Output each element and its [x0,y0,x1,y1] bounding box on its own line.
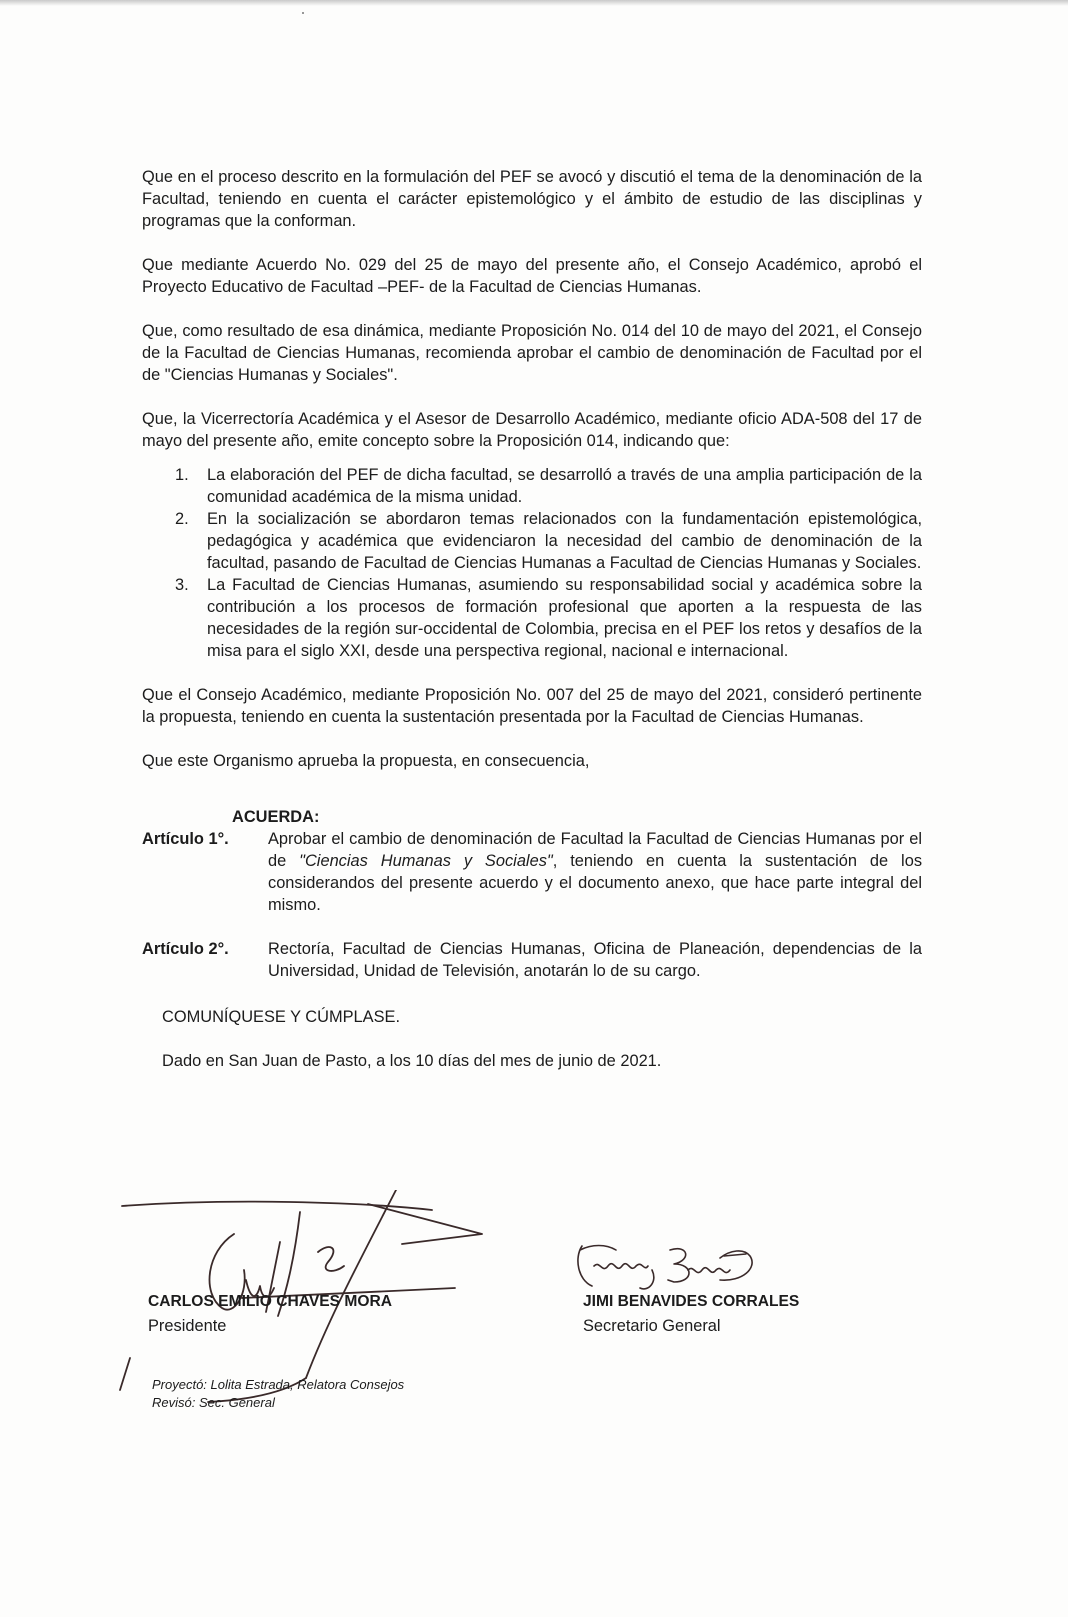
signatory-name: JIMI BENAVIDES CORRALES [583,1293,800,1310]
list-text: La Facultad de Ciencias Humanas, asumiendo su responsabilidad social y académica sobre la contribución a los procesos de formación profesional que aporten a la respuesta de las necesidades de la región sur-occidental de Colombia, precisa en el PEF los retos y desafíos de la misa para el siglo XXI, desde una perspectiva regional, nacional e internacional. [207,576,922,660]
paragraph: Que este Organismo aprueba la propuesta, en consecuencia, [142,752,590,770]
numbered-list [142,464,922,662]
list-number: 2. [175,510,189,528]
article-text-part: , teniendo en cuenta la sustentación de los considerandos del presente acuerdo y el documento anexo, que hace parte integral del mismo. [268,852,923,914]
list-item [142,464,922,508]
scan-speck [302,12,304,14]
paragraph: Que el Consejo Académico, mediante Proposición No. 007 del 25 de mayo del 2021, consideró pertinente la propuesta, teniendo en cuenta la sustentación presentada por la Facultad de Ciencias Humanas. [142,686,922,726]
document-body [142,166,922,1072]
signatory-role: Presidente [148,1317,227,1335]
paragraph: Que, la Vicerrectoría Académica y el Asesor de Desarrollo Académico, mediante oficio ADA-508 del 17 de mayo del presente año, emite concepto sobre la Proposición 014, indicando que: [142,410,922,450]
signatory-role: Secretario General [583,1317,721,1335]
article-label: Artículo 2°. [142,940,229,958]
list-item [142,574,922,662]
acuerda-heading: ACUERDA: [232,808,320,826]
scan-shadow-edge [0,0,1068,6]
article-text: Rectoría, Facultad de Ciencias Humanas, Oficina de Planeación, dependencias de la Universidad, Unidad de Televisión, anotarán lo de su cargo. [268,940,922,980]
article-text-part: Aprobar el cambio de denominación de Facultad la Facultad de Ciencias Humanas por el de [268,830,922,870]
reviewed-by: Revisó: Sec. General [152,1395,275,1410]
paragraph: Que mediante Acuerdo No. 029 del 25 de mayo del presente año, el Consejo Académico, aprobó el Proyecto Educativo de Facultad –PEF- de la Facultad de Ciencias Humanas. [142,256,922,296]
document-footer [152,1376,404,1412]
date-line: Dado en San Juan de Pasto, a los 10 días del mes de junio de 2021. [162,1052,662,1070]
signature-right [570,1240,790,1300]
prepared-by: Proyectó: Lolita Estrada, Relatora Consejos [152,1377,405,1392]
article-2 [142,938,922,982]
signatory-name: CARLOS EMILIO CHAVES MORA [148,1293,393,1310]
list-number: 3. [175,576,189,594]
list-text: La elaboración del PEF de dicha facultad, se desarrolló a través de una amplia participación de la comunidad académica de la misma unidad. [207,466,922,506]
paragraph: Que en el proceso descrito en la formulación del PEF se avocó y discutió el tema de la denominación de la Facultad, teniendo en cuenta el carácter epistemológico y el ámbito de estudio de las disciplinas y programas que la conforman. [142,168,922,230]
article-1 [142,828,922,916]
paragraph: Que, como resultado de esa dinámica, mediante Proposición No. 014 del 10 de mayo del 2021, el Consejo de la Facultad de Ciencias Humanas, recomienda aprobar el cambio de denominación de Facultad por el de "Ciencias Humanas y Sociales". [142,322,922,384]
closing-formula: COMUNÍQUESE Y CÚMPLASE. [162,1008,401,1026]
article-label: Artículo 1°. [142,830,229,848]
list-item [142,508,922,574]
list-number: 1. [175,466,189,484]
list-text: En la socialización se abordaron temas relacionados con la fundamentación epistemológica, pedagógica y académica que evidenciaron la necesidad del cambio de denominación de la facultad, pasando de Facultad de Ciencias Humanas a Facultad de Ciencias Humanas y Sociales. [207,510,922,572]
article-text-italic: "Ciencias Humanas y Sociales" [299,852,553,870]
article-text [268,828,922,916]
